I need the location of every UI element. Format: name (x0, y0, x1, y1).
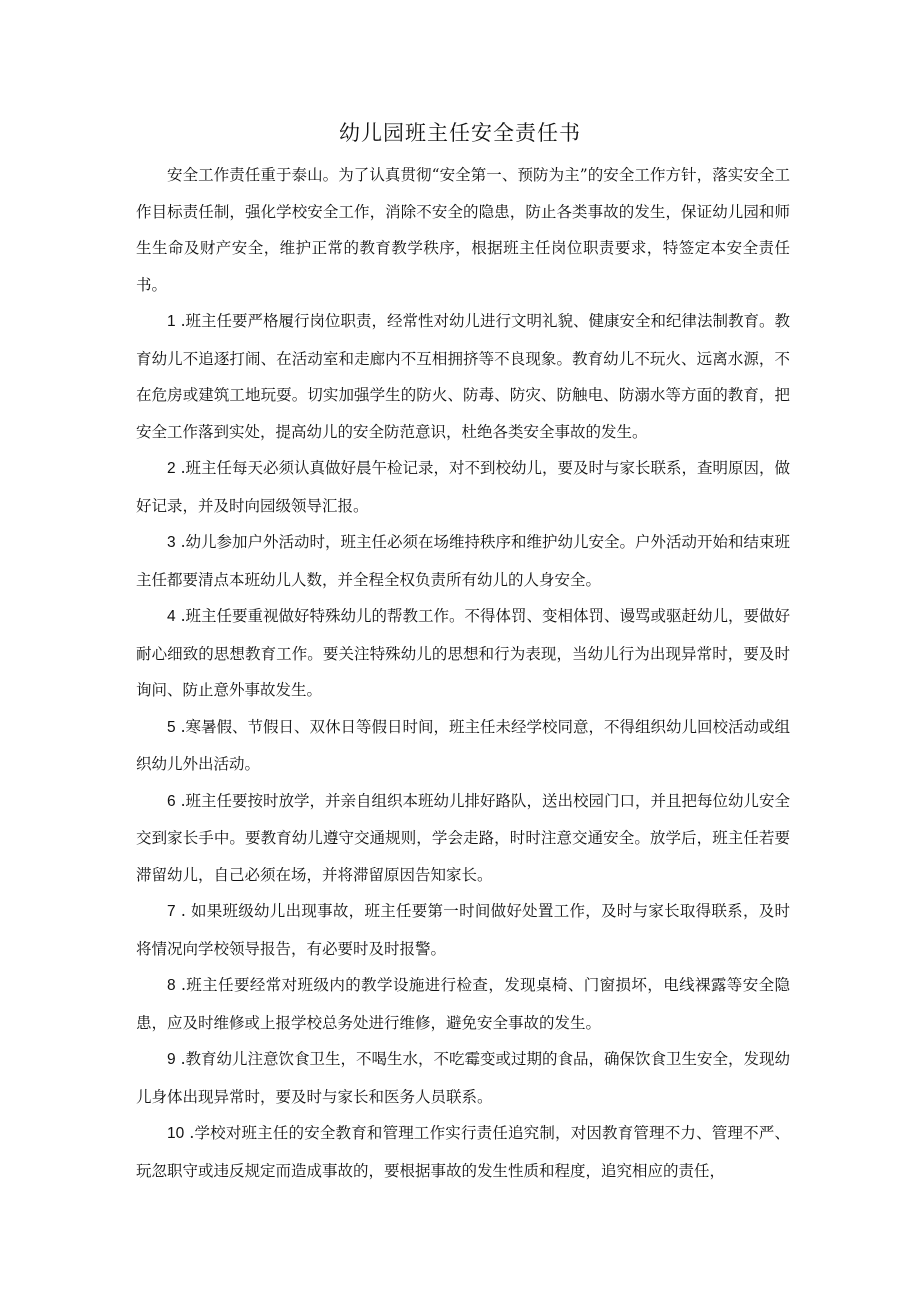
clause-number: 5 (167, 718, 176, 736)
clause-3 (136, 524, 790, 598)
clause-text: .班主任每天必须认真做好晨午检记录，对不到校幼儿，要及时与家长联系，查明原因，做好记录，并及时向园级领导汇报。 (136, 459, 790, 515)
clause-number: 2 (167, 460, 176, 477)
clause-number: 7 (167, 903, 176, 920)
clause-number: 6 (167, 792, 176, 810)
clause-number: 8 (167, 977, 176, 994)
clause-2 (136, 450, 790, 524)
clause-1 (136, 303, 790, 450)
clause-text: .幼儿参加户外活动时，班主任必须在场维持秩序和维护幼儿安全。户外活动开始和结束班主任都要清点本班幼儿人数，并全程全权负责所有幼儿的人身安全。 (136, 533, 790, 589)
clause-text: .寒暑假、节假日、双休日等假日时间，班主任未经学校同意，不得组织幼儿回校活动或组织幼儿外出活动。 (136, 717, 790, 773)
clause-7 (136, 893, 790, 967)
clause-text: .学校对班主任的安全教育和管理工作实行责任追究制，对因教育管理不力、管理不严、玩忽职守或违反规定而造成事故的，要根据事故的发生性质和程度，追究相应的责任， (136, 1124, 790, 1180)
clause-4 (136, 598, 790, 709)
clause-10 (136, 1115, 790, 1189)
clause-number: 1 (167, 313, 176, 330)
clause-text: .教育幼儿注意饮食卫生，不喝生水，不吃霉变或过期的食品，确保饮食卫生安全，发现幼儿身体出现异常时，要及时与家长和医务人员联系。 (136, 1050, 790, 1106)
clause-text: .班主任要重视做好特殊幼儿的帮教工作。不得体罚、变相体罚、谩骂或驱赶幼儿，要做好耐心细致的思想教育工作。要关注特殊幼儿的思想和行为表现，当幼儿行为出现异常时，要及时询问、防止意外事故发生。 (136, 607, 790, 699)
clause-text: .班主任要严格履行岗位职责，经常性对幼儿进行文明礼貌、健康安全和纪律法制教育。教育幼儿不追逐打闹、在活动室和走廊内不互相拥挤等不良现象。教育幼儿不玩火、远离水源，不在危房或建筑工地玩耍。切实加强学生的防火、防毒、防灾、防触电、防溺水等方面的教育，把安全工作落到实处，提高幼儿的安全防范意识，杜绝各类安全事故的发生。 (136, 312, 790, 441)
clause-6 (136, 783, 790, 894)
document-body (136, 157, 790, 1189)
document-title: 幼儿园班主任安全责任书 (339, 121, 581, 145)
clause-number: 4 (167, 608, 176, 625)
clause-text: . 如果班级幼儿出现事故，班主任要第一时间做好处置工作，及时与家长取得联系，及时将情况向学校领导报告，有必要时及时报警。 (136, 902, 790, 958)
clause-number: 9 (167, 1051, 176, 1068)
intro-paragraph: 安全工作责任重于泰山。为了认真贯彻“安全第一、预防为主”的安全工作方针，落实安全工作目标责任制，强化学校安全工作，消除不安全的隐患，防止各类事故的发生，保证幼儿园和师生生命及财产安全，维护正常的教育教学秩序，根据班主任岗位职责要求，特签定本安全责任书。 (136, 166, 790, 294)
clause-number: 3 (167, 534, 176, 551)
clause-5 (136, 709, 790, 783)
clause-text: .班主任要经常对班级内的教学设施进行检查，发现桌椅、门窗损坏，电线裸露等安全隐患，应及时维修或上报学校总务处进行维修，避免安全事故的发生。 (136, 976, 790, 1032)
clause-text: .班主任要按时放学，并亲自组织本班幼儿排好路队，送出校园门口，并且把每位幼儿安全交到家长手中。要教育幼儿遵守交通规则，学会走路，时时注意交通安全。放学后，班主任若要滞留幼儿，自己必须在场，并将滞留原因告知家长。 (136, 791, 790, 884)
clause-number: 10 (167, 1125, 185, 1142)
clause-8 (136, 967, 790, 1041)
clause-9 (136, 1041, 790, 1115)
